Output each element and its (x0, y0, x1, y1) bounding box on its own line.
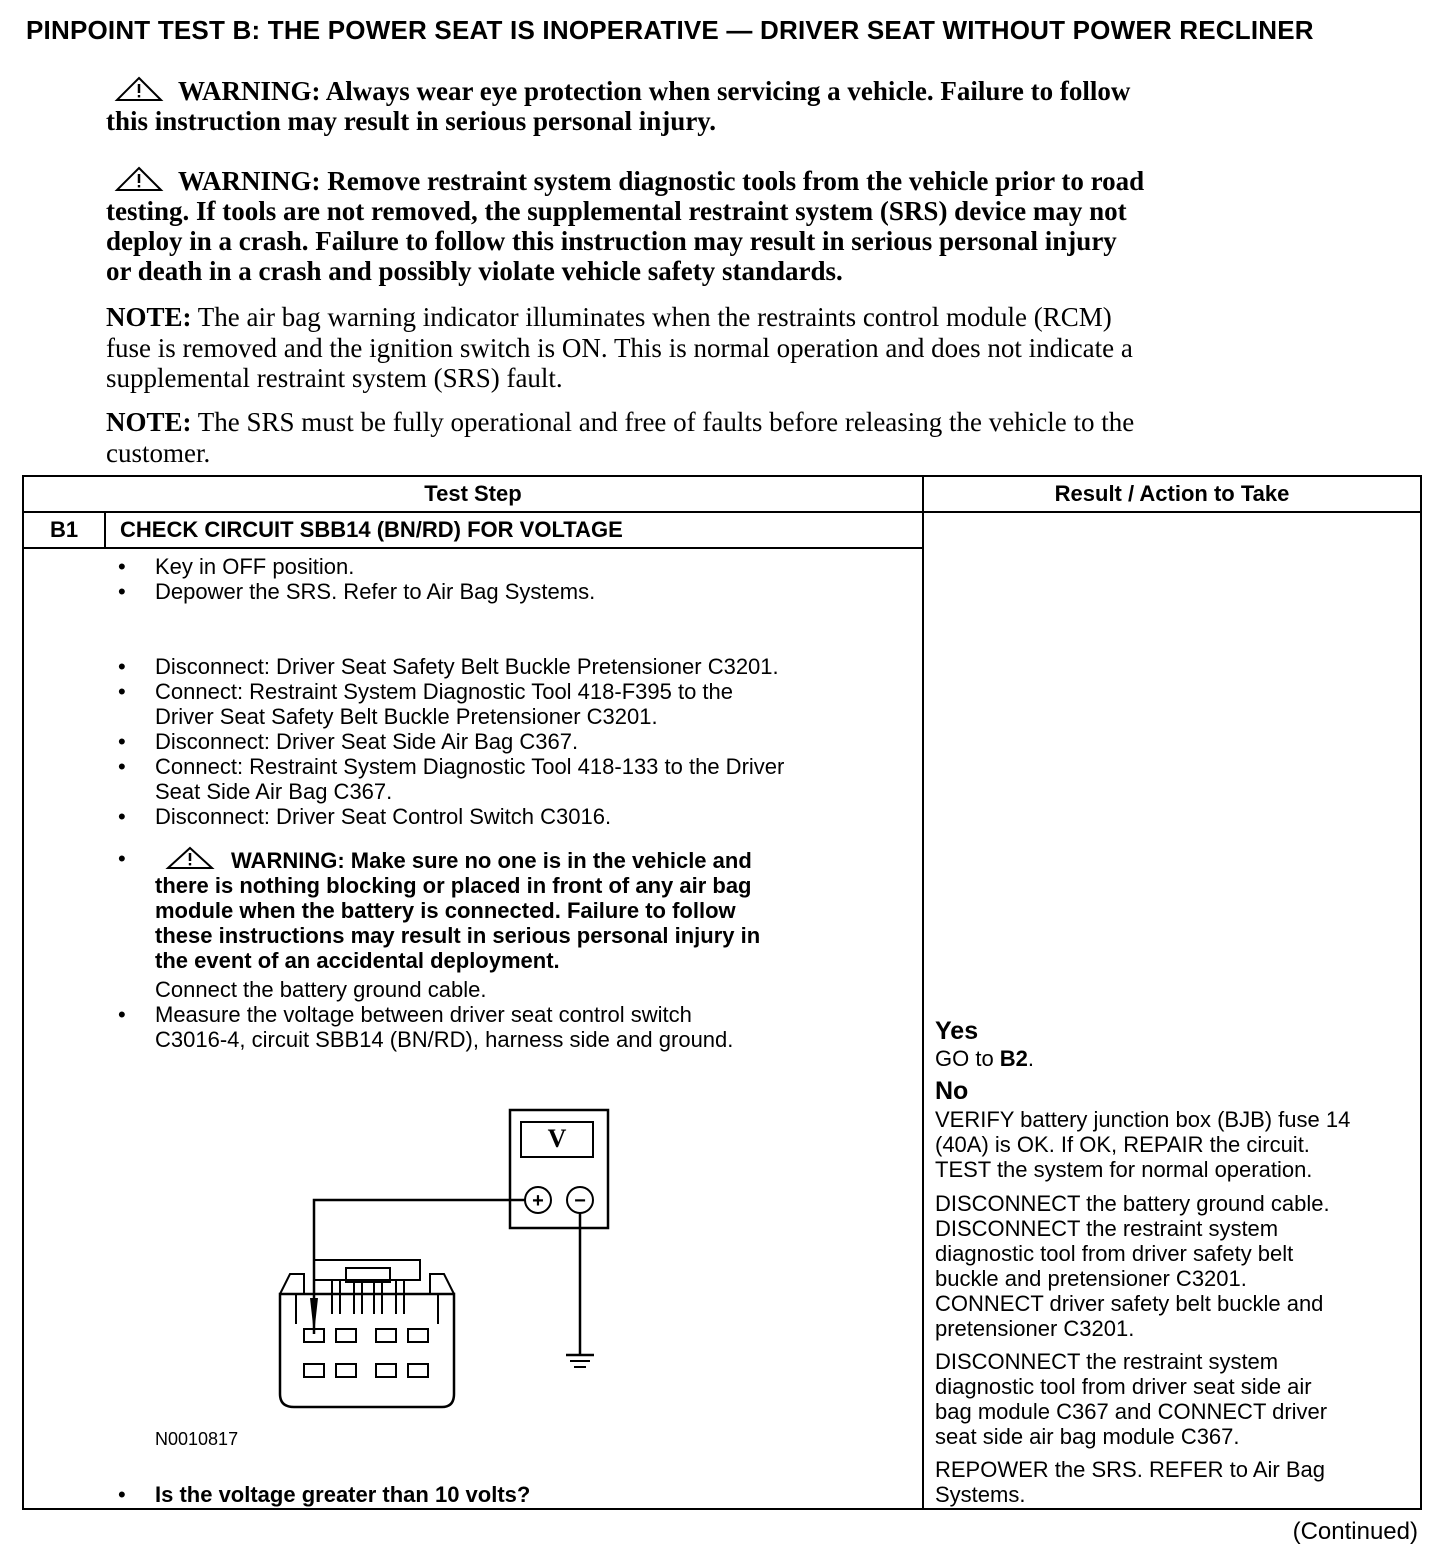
list-item: Disconnect: Driver Seat Control Switch C3016. (155, 804, 612, 829)
bullet: • (118, 654, 126, 679)
list-item: Measure the voltage between driver seat control switch C3016-4, circuit SBB14 (BN/RD), harness side and ground. (155, 1002, 734, 1052)
warning-eye-protection: WARNING: Always wear eye protection when servicing a vehicle. Failure to follow this instruction may result in serious personal injury. (106, 76, 1131, 136)
voltmeter-connector-diagram (274, 1102, 634, 1412)
bullet: • (118, 679, 126, 704)
list-item: Connect the battery ground cable. (155, 977, 487, 1002)
header-test-step: Test Step (24, 477, 922, 513)
list-item: Connect: Restraint System Diagnostic Tool 418-F395 to the Driver Seat Safety Belt Buckle Pretensioner C3201. (155, 679, 734, 729)
minus-terminal: − (574, 1190, 586, 1212)
voltmeter-symbol: V (547, 1124, 567, 1153)
step-title: CHECK CIRCUIT SBB14 (BN/RD) FOR VOLTAGE (106, 513, 922, 549)
list-item: Key in OFF position. (155, 554, 355, 579)
page-title: PINPOINT TEST B: THE POWER SEAT IS INOPERATIVE — DRIVER SEAT WITHOUT POWER RECLINER (26, 15, 1314, 45)
note-srs-operational: NOTE: The SRS must be fully operational and free of faults before releasing the vehicle to the customer. (106, 407, 1135, 468)
warning-battery-connect: WARNING: Make sure no one is in the vehicle and there is nothing blocking or placed in front of any air bag module when the battery is connected. Failure to follow these instructions may result in serious personal injury in the event of an accidental deployment. (155, 848, 761, 973)
step-id: B1 (24, 513, 106, 549)
test-step-table (22, 475, 1422, 1510)
bullet: • (118, 729, 126, 754)
result-no-repower: REPOWER the SRS. REFER to Air Bag Systems. (935, 1457, 1326, 1507)
column-divider (922, 477, 924, 1508)
header-result-action: Result / Action to Take (924, 477, 1420, 513)
result-no-label: No (935, 1077, 969, 1105)
bullet: • (118, 1002, 126, 1027)
list-item: Disconnect: Driver Seat Safety Belt Buckle Pretensioner C3201. (155, 654, 779, 679)
result-yes-text: GO to B2. (935, 1046, 1035, 1071)
result-no-disconnect-sideairbag: DISCONNECT the restraint system diagnostic tool from driver seat side air bag module C367 and CONNECT driver seat side air bag module C367. (935, 1349, 1328, 1449)
warning-triangle-icon (114, 76, 164, 102)
bullet: • (118, 846, 126, 871)
bullet: • (118, 1482, 126, 1507)
list-item: Disconnect: Driver Seat Side Air Bag C367. (155, 729, 579, 754)
warning-remove-tools: WARNING: Remove restraint system diagnostic tools from the vehicle prior to road testing. If tools are not removed, the supplemental restraint system (SRS) device may not deploy in a crash. Failure to follow this instruction may result in serious personal injury or death in a crash and possibly violate vehicle safety standards. (106, 166, 1145, 286)
continued-label: (Continued) (1292, 1518, 1418, 1545)
warning-triangle-icon (165, 846, 215, 870)
question: Is the voltage greater than 10 volts? (155, 1482, 531, 1507)
result-yes-label: Yes (935, 1017, 979, 1045)
figure-id: N0010817 (155, 1429, 239, 1449)
bullet: • (118, 804, 126, 829)
list-item: Depower the SRS. Refer to Air Bag Systems. (155, 579, 596, 604)
bullet: • (118, 754, 126, 779)
result-no-verify: VERIFY battery junction box (BJB) fuse 14 (40A) is OK. If OK, REPAIR the circuit. TEST the system for normal operation. (935, 1107, 1351, 1182)
bullet: • (118, 554, 126, 579)
plus-terminal: + (532, 1190, 544, 1212)
result-no-disconnect-battery: DISCONNECT the battery ground cable. DISCONNECT the restraint system diagnostic tool from driver safety belt buckle and pretensioner C3201. CONNECT driver safety belt buckle and pretensioner C3201. (935, 1191, 1330, 1341)
note-airbag-indicator: NOTE: The air bag warning indicator illuminates when the restraints control module (RCM) fuse is removed and the ignition switch is ON. This is normal operation and does not indicate a supplemental restraint system (SRS) fault. (106, 302, 1133, 393)
bullet: • (118, 579, 126, 604)
list-item: Connect: Restraint System Diagnostic Tool 418-133 to the Driver Seat Side Air Bag C367. (155, 754, 785, 804)
warning-triangle-icon (114, 166, 164, 192)
